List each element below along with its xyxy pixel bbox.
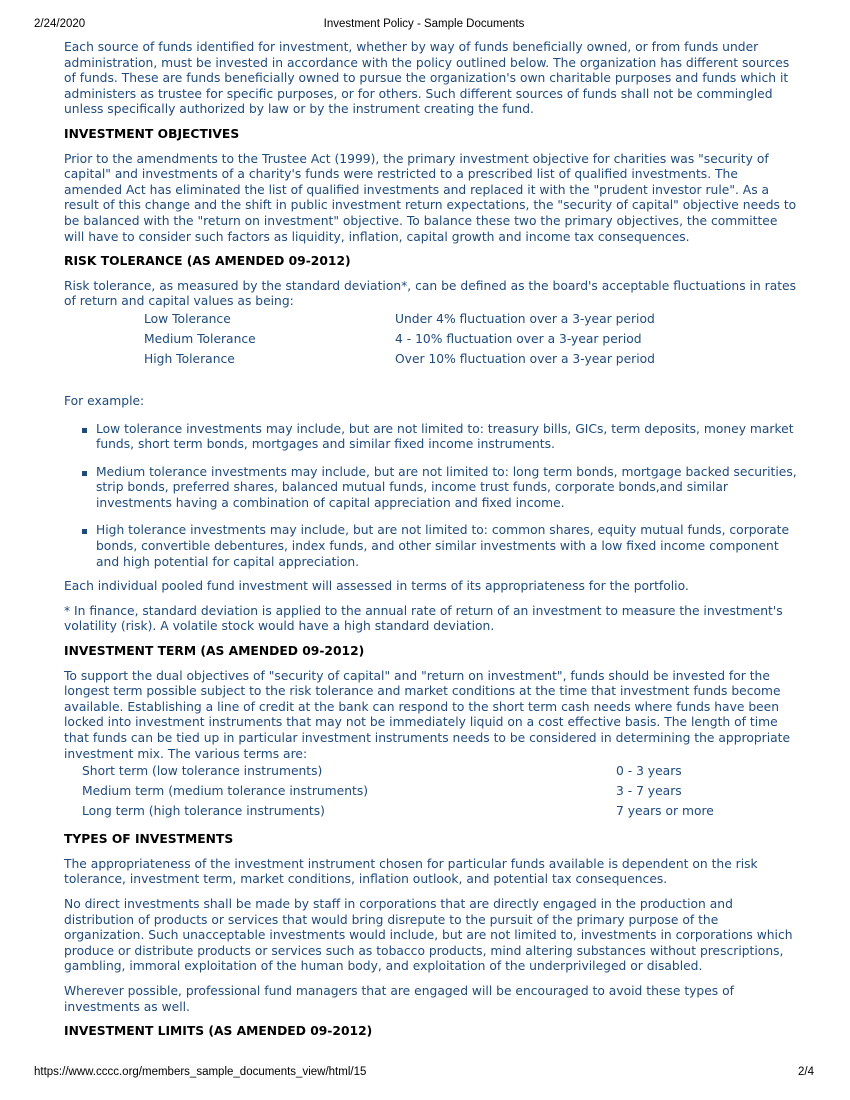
list-item: Medium tolerance investments may include, but are not limited to: long term bonds, mortgage backed securities, strip bonds, preferred shares, balanced mutual funds, income trust funds, corporate bonds,and similar investments having a combination of capital appreciation and fixed income.	[96, 464, 797, 510]
risk-tolerance-table	[144, 312, 798, 372]
risk-tolerance-paragraph: Risk tolerance, as measured by the standard deviation*, can be defined as the board's acceptable fluctuations in rates of return and capital values as being:	[64, 278, 797, 309]
risk-tolerance-heading: RISK TOLERANCE (AS AMENDED 09-2012)	[64, 254, 351, 269]
document-body	[64, 40, 798, 1049]
table-row	[82, 784, 798, 804]
spacer	[64, 380, 798, 394]
term-value: 7 years or more	[616, 804, 714, 819]
tolerance-bullet-list	[64, 422, 798, 571]
list-item: Low tolerance investments may include, but are not limited to: treasury bills, GICs, term deposits, money market funds, short term bonds, mortgages and similar fixed income instruments.	[96, 422, 798, 453]
term-label: Short term (low tolerance instruments)	[82, 764, 323, 779]
investment-term-heading: INVESTMENT TERM (AS AMENDED 09-2012)	[64, 644, 365, 659]
investment-term-table	[82, 764, 798, 824]
term-value: 3 - 7 years	[616, 784, 682, 799]
print-title: Investment Policy - Sample Documents	[323, 18, 525, 30]
types-paragraph-3: Wherever possible, professional fund managers that are engaged will be encouraged to avoid these types of investments as well.	[64, 983, 734, 1014]
tolerance-label: High Tolerance	[144, 351, 235, 366]
term-label: Long term (high tolerance instruments)	[82, 804, 325, 819]
print-header	[34, 18, 814, 34]
table-row	[82, 804, 798, 824]
list-item: High tolerance investments may include, but are not limited to: common shares, equity mutual funds, corporate bonds, convertible debentures, index funds, and other similar investments with a low fixed income component and high potential for capital appreciation.	[96, 523, 798, 570]
example-label: For example:	[64, 393, 145, 408]
tolerance-value: 4 - 10% fluctuation over a 3-year period	[395, 331, 642, 346]
term-label: Medium term (medium tolerance instruments)	[82, 784, 369, 799]
investment-term-paragraph: To support the dual objectives of "security of capital" and "return on investment", funds should be invested for the longest term possible subject to the risk tolerance and market conditions at the time that investment funds become available. Establishing a line of credit at the bank can respond to the short term cash needs where funds have been locked into investment instruments that may not be immediately liquid on a cost effective basis. The length of time that funds can be tied up in particular investment instruments needs to be considered in determining the appropriate investment mix. The various terms are:	[64, 668, 791, 761]
print-date: 2/24/2020	[34, 18, 86, 30]
objectives-heading: INVESTMENT OBJECTIVES	[64, 126, 240, 141]
table-row	[82, 764, 798, 784]
types-paragraph-1: The appropriateness of the investment instrument chosen for particular funds available is dependent on the risk tolerance, investment term, market conditions, inflation outlook, and potential tax consequences.	[64, 856, 758, 887]
objectives-paragraph: Prior to the amendments to the Trustee Act (1999), the primary investment objective for charities was "security of capital" and investments of a charity's funds were restricted to a prescribed list of qualified investments. The amended Act has eliminated the list of qualified investments and replaced it with the "prudent investor rule". As a result of this change and the shift in public investment return expectations, the "security of capital" objective needs to be balanced with the "return on investment" objective. To balance these two the primary objectives, the committee will have to consider such factors as liquidity, inflation, capital growth and income tax consequences.	[64, 151, 797, 244]
table-row	[144, 352, 798, 372]
page-number: 2/4	[798, 1066, 814, 1078]
table-row	[144, 332, 798, 352]
table-row	[144, 312, 798, 332]
tolerance-label: Medium Tolerance	[144, 331, 256, 346]
intro-paragraph: Each source of funds identified for investment, whether by way of funds beneficially owned, or from funds under administration, must be invested in accordance with the policy outlined below. The organization has different sources of funds. These are funds beneficially owned to pursue the organization's own charitable purposes and funds which it administers as trustee for specific purposes, or for others. Such different sources of funds shall not be commingled unless specifically authorized by law or by the instrument creating the fund.	[64, 40, 790, 117]
types-paragraph-2: No direct investments shall be made by staff in corporations that are directly engaged in the production and distribution of products or services that would bring disrepute to the pursuit of the primary purpose of the organization. Such unacceptable investments would include, but are not limited to, investments in corporations which produce or distribute products or services such as tobacco products, mind altering substances without prescriptions, gambling, immoral exploitation of the human body, and exploitation of the underprivileged or disabled.	[64, 896, 793, 974]
tolerance-value: Over 10% fluctuation over a 3-year period	[395, 351, 655, 366]
tolerance-label: Low Tolerance	[144, 311, 231, 326]
print-footer	[34, 1066, 814, 1082]
pooled-fund-paragraph: Each individual pooled fund investment will assessed in terms of its appropriateness for the portfolio.	[64, 579, 689, 594]
term-value: 0 - 3 years	[616, 764, 682, 779]
investment-limits-heading: INVESTMENT LIMITS (AS AMENDED 09-2012)	[64, 1024, 373, 1039]
types-heading: TYPES OF INVESTMENTS	[64, 832, 234, 847]
footnote-paragraph: * In finance, standard deviation is applied to the annual rate of return of an investment to measure the investment's volatility (risk). A volatile stock would have a high standard deviation.	[64, 603, 783, 634]
print-url: https://www.cccc.org/members_sample_documents_view/html/15	[34, 1066, 367, 1078]
tolerance-value: Under 4% fluctuation over a 3-year period	[395, 311, 655, 326]
